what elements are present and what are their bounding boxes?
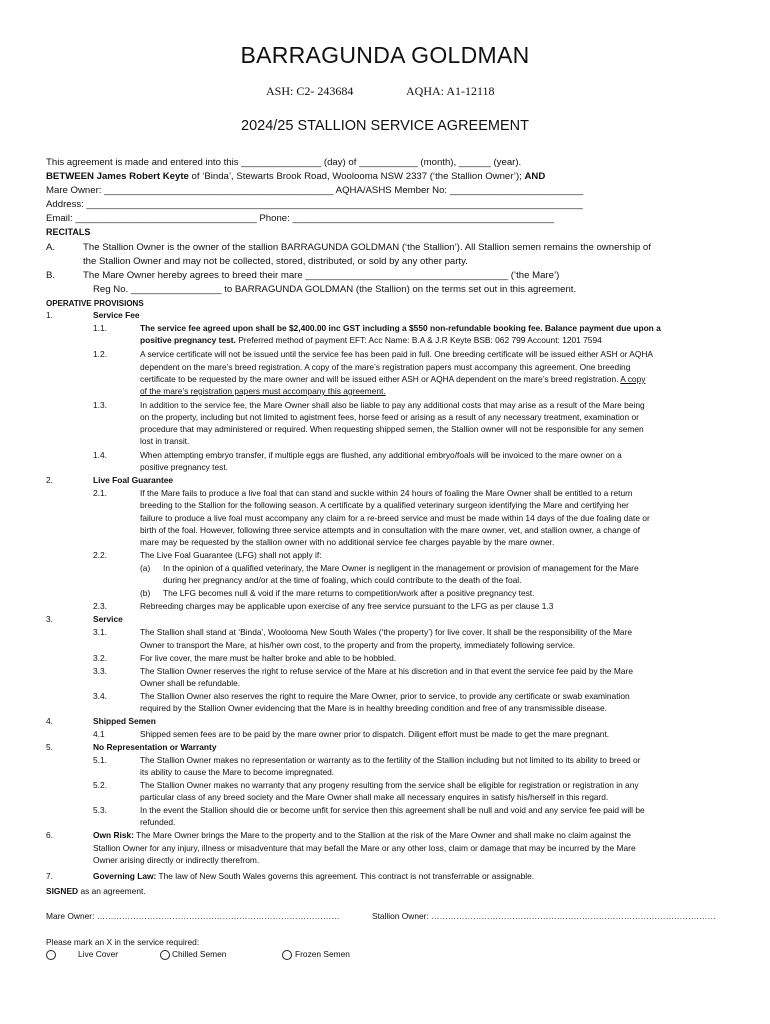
clause-1-2-underlined-a: A copy (620, 374, 646, 384)
clause-1-3-line4: lost in transit. (140, 436, 190, 446)
clause-1-2-line2: dependent on the mare’s breed registration. A copy of the mare’s registration papers must accompany this agreement. One breeding (140, 362, 631, 372)
clause-1-1-line1: The service fee agreed upon shall be $2,400.00 inc GST including a $550 non-refundable booking fee. Balance payment due upon a (140, 323, 661, 333)
section-3-number: 3. (46, 614, 53, 624)
clause-5-2-number: 5.2. (93, 780, 107, 790)
clause-3-4-line2: required by the Stallion Owner evidencing that the Mare is in healthy breeding condition and free of any transmissible disease. (140, 703, 607, 713)
section-1-title: Service Fee (93, 310, 140, 320)
clause-2-2-line1: The Live Foal Guarantee (LFG) shall not apply if: (140, 550, 322, 560)
chilled-semen-label: Chilled Semen (172, 949, 227, 959)
clause-4-1-number: 4.1 (93, 729, 105, 739)
section-1-number: 1. (46, 310, 53, 320)
section-5-number: 5. (46, 742, 53, 752)
between-label: BETWEEN James Robert Keyte (46, 171, 189, 182)
clause-2-2-a-line2: during her pregnancy and/or at the time of foaling, which could contribute to the death of the foal. (163, 575, 522, 585)
mare-owner-field: Mare Owner: ___________________________________________ AQHA/ASHS Member No: _________________________ (46, 185, 584, 196)
and-label: AND (524, 171, 546, 182)
frozen-semen-radio[interactable] (282, 950, 292, 960)
clause-3-3-line1: The Stallion Owner reserves the right to refuse service of the Mare at his discretion and in that event the service fee paid by the Mare (140, 666, 633, 676)
clause-2-1-number: 2.1. (93, 488, 107, 498)
recitals-heading: RECITALS (46, 227, 91, 237)
email-phone-field: Email: __________________________________ Phone: _________________________________________________ (46, 213, 554, 224)
section-7-line1 (93, 871, 534, 882)
stallion-owner-signature[interactable]: Stallion Owner: ………………………………………………………………………………………… (372, 911, 716, 921)
clause-4-1-line1: Shipped semen fees are to be paid by the mare owner prior to dispatch. Diligent effort must be made to get the mare pregnant. (140, 729, 610, 739)
clause-1-4-number: 1.4. (93, 450, 107, 460)
clause-1-4-line1: When attempting embryo transfer, if multiple eggs are flushed, any additional embryo/foals will be invoiced to the mare owner on a (140, 450, 622, 460)
clause-5-3-number: 5.3. (93, 805, 107, 815)
section-2-title: Live Foal Guarantee (93, 475, 174, 485)
clause-1-3-line1: In addition to the service fee, the Mare Owner shall also be liable to pay any additional costs that may arise as a result of the Mare being (140, 400, 645, 410)
clause-5-1-line1: The Stallion Owner makes no representation or warranty as to the fertility of the Stallion including but not limited to its ability to breed or (140, 755, 641, 765)
clause-1-2-line3-text: certificate to be requested by the mare owner and will be issued either ASH or AQHA dependent on the mare’s breed registration. (140, 374, 621, 384)
clause-2-2-b-letter: (b) (140, 588, 151, 598)
clause-3-2-line1: For live cover, the mare must be halter broke and able to be hobbled. (140, 653, 397, 663)
section-7-title: Governing Law: (93, 871, 157, 881)
clause-2-2-a-letter: (a) (140, 563, 151, 573)
clause-2-1-line3: failure to produce a live foal must accompany any claim for a re-breed service and must be made within 14 days of the due foaling date or (140, 513, 650, 523)
clause-1-1-payment: Preferred method of payment EFT: Acc Name: B.A & J.R Keyte BSB: 062 799 Account: 1201 7594 (235, 335, 602, 345)
clause-3-1-line1: The Stallion shall stand at ‘Binda’, Woolooma New South Wales (‘the property’) for live cover. It shall be the responsibility of the Mare (140, 627, 633, 637)
clause-5-3-line1: In the event the Stallion should die or become unfit for service then this agreement shall be null and void and any service fee paid will be (140, 805, 645, 815)
section-6-text: The Mare Owner brings the Mare to the property and to the Stallion at the risk of the Mare Owner and shall make no claim against the (133, 830, 631, 840)
signed-line (46, 886, 146, 897)
clause-2-3-number: 2.3. (93, 601, 107, 611)
clause-2-2-number: 2.2. (93, 550, 107, 560)
section-3-title: Service (93, 614, 123, 624)
clause-2-3-line1: Rebreeding charges may be applicable upon exercise of any free service pursuant to the LFG as per clause 1.3 (140, 601, 554, 611)
recital-a-letter: A. (46, 242, 56, 253)
section-4-title: Shipped Semen (93, 716, 156, 726)
live-cover-label: Live Cover (78, 949, 119, 959)
signed-label: SIGNED (46, 886, 79, 896)
clause-1-1-line2 (140, 335, 602, 346)
clause-3-1-number: 3.1. (93, 627, 107, 637)
address-field: Address: _____________________________________________________________________________________________ (46, 199, 583, 210)
clause-2-1-line2: breeding to the Stallion for the following season. A certificate by a qualified veterinary surgeon identifying the Mare and certifying her (140, 500, 629, 510)
clause-5-1-line2: its ability to cause the Mare to become impregnated. (140, 767, 335, 777)
clause-1-2-line1: A service certificate will not be issued until the service fee has been paid in full. One breeding certificate will be issued either ASH or AQHA (140, 349, 653, 359)
clause-1-3-line2: on the property, including but not limited to agistment fees, horse feed or arising as a result of any necessary treatment, examination or (140, 412, 639, 422)
clause-5-3-line2: refunded. (140, 817, 176, 827)
clause-3-4-number: 3.4. (93, 691, 107, 701)
clause-5-2-line1: The Stallion Owner makes no warranty that any progeny resulting from the service shall be eligible for registration or registration in any (140, 780, 639, 790)
section-6-number: 6. (46, 830, 53, 840)
between-text: of ‘Binda’, Stewarts Brook Road, Woolooma NSW 2337 (‘the Stallion Owner’); (188, 171, 525, 182)
recital-b-letter: B. (46, 270, 56, 281)
section-6-line3: Owner arising directly or indirectly therefrom. (93, 855, 260, 865)
section-2-number: 2. (46, 475, 53, 485)
aqha-registration: AQHA: A1-12118 (406, 84, 495, 98)
clause-1-2-line4: of the mare’s registration papers must accompany this agreement. (140, 386, 386, 396)
section-4-number: 4. (46, 716, 53, 726)
section-7-text: The law of New South Wales governs this agreement. This contract is not transferrable or assignable. (156, 871, 535, 881)
recital-a-line2: the Stallion Owner and may not be collected, stored, distributed, or sold by any other party. (83, 256, 468, 267)
recital-b-line1: The Mare Owner hereby agrees to breed their mare ______________________________________ (‘the Mare’) (83, 270, 560, 281)
clause-2-1-line1: If the Mare fails to produce a live foal that can stand and suckle within 24 hours of foaling the Mare Owner shall be entitled to a return (140, 488, 633, 498)
intro-date-line: This agreement is made and entered into this _______________ (day) of ___________ (month), ______ (year). (46, 157, 522, 168)
clause-1-3-number: 1.3. (93, 400, 107, 410)
agreement-subtitle: 2024/25 STALLION SERVICE AGREEMENT (241, 118, 529, 134)
clause-1-2-number: 1.2. (93, 349, 107, 359)
recital-a-line1: The Stallion Owner is the owner of the stallion BARRAGUNDA GOLDMAN (‘the Stallion’). All Stallion semen remains the ownership of (83, 242, 651, 253)
mare-owner-signature[interactable]: Mare Owner: …………………………………………………………………………… (46, 911, 340, 921)
operative-heading: OPERATIVE PROVISIONS (46, 299, 144, 308)
clause-1-3-line3: procedure that may administered or required. When requesting shipped semen, the Stallion owner will not be responsible for any semen (140, 424, 644, 434)
clause-3-4-line1: The Stallion Owner also reserves the right to require the Mare Owner, prior to service, to provide any certificate or swab examination (140, 691, 630, 701)
signed-text: as an agreement. (78, 886, 146, 896)
page-title: BARRAGUNDA GOLDMAN (240, 42, 530, 68)
clause-1-1-bold: positive pregnancy test. (140, 335, 236, 345)
clause-3-3-line2: Owner shall be refundable. (140, 678, 241, 688)
service-prompt: Please mark an X in the service required: (46, 937, 200, 947)
clause-3-2-number: 3.2. (93, 653, 107, 663)
section-5-title: No Representation or Warranty (93, 742, 217, 752)
clause-3-1-line2: Owner to transport the Mare, at his/her own cost, to the property and from the property, immediately following service. (140, 640, 576, 650)
clause-1-1-number: 1.1. (93, 323, 107, 333)
section-6-line2: Stallion Owner for any injury, illness or misadventure that may befall the Mare or any other loss, claim or damage that may be incurred by the Mare (93, 843, 636, 853)
ash-registration: ASH: C2- 243684 (266, 84, 354, 98)
clause-3-3-number: 3.3. (93, 666, 107, 676)
chilled-semen-radio[interactable] (160, 950, 170, 960)
recital-b-line2: Reg No. _________________ to BARRAGUNDA GOLDMAN (the Stallion) on the terms set out in this agreement. (93, 284, 577, 295)
clause-2-1-line5: mare may be requested by the stallion owner with no additional service fee charges payable by the mare owner. (140, 537, 555, 547)
clause-5-2-line2: particular class of any breed society and the Mare Owner shall make all necessary enquires in satisfy his/herself in this regard. (140, 792, 609, 802)
clause-2-1-line4: birth of the foal. However, following three service attempts and in consultation with the mare owner, vet, and stallion owner, a change of (140, 525, 640, 535)
frozen-semen-label: Frozen Semen (295, 949, 350, 959)
clause-2-2-b-line1: The LFG becomes null & void if the mare returns to competition/work after a positive pregnancy test. (163, 588, 535, 598)
clause-1-2-line3 (140, 374, 645, 385)
section-6-line1 (93, 830, 631, 841)
live-cover-radio[interactable] (46, 950, 56, 960)
clause-5-1-number: 5.1. (93, 755, 107, 765)
section-6-title: Own Risk: (93, 830, 134, 840)
clause-2-2-a-line1: In the opinion of a qualified veterinary, the Mare Owner is negligent in the management or provision of management for the Mare (163, 563, 639, 573)
intro-between-line (46, 171, 545, 183)
clause-1-4-line2: positive pregnancy test. (140, 462, 228, 472)
section-7-number: 7. (46, 871, 53, 881)
